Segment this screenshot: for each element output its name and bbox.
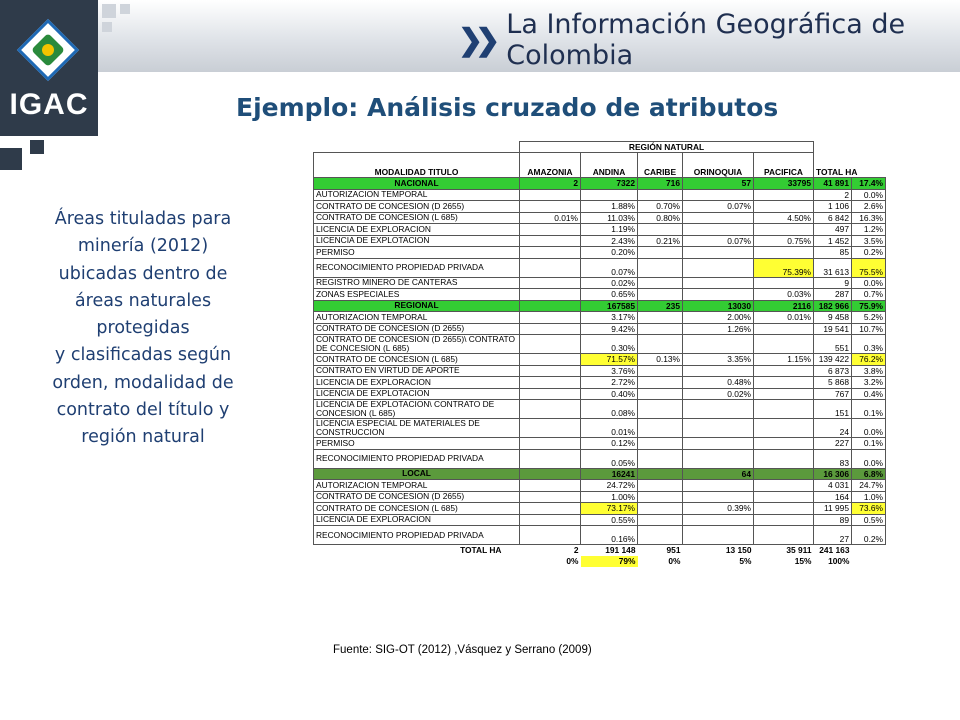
- region-cell: [638, 335, 683, 354]
- region-cell: [520, 247, 581, 259]
- table-row: [314, 178, 886, 190]
- totals-row: [314, 545, 886, 556]
- totals-value: 35 911: [786, 545, 812, 556]
- region-cell: 0.12%: [581, 438, 638, 450]
- region-cell: 2116: [754, 300, 814, 312]
- data-table: [313, 141, 886, 567]
- row-label: RECONOCIMIENTO PROPIEDAD PRIVADA: [314, 258, 520, 277]
- region-cell: [520, 400, 581, 419]
- region-cell: [520, 419, 581, 438]
- decorative-square: [0, 148, 22, 170]
- region-cell: [520, 189, 581, 201]
- total-pct-cell: 0.0%: [852, 449, 886, 468]
- table-row: [314, 335, 886, 354]
- region-cell: 2.00%: [683, 312, 754, 324]
- region-cell: 0.01%: [520, 212, 581, 224]
- region-cell: [520, 365, 581, 377]
- table-row: [314, 503, 886, 515]
- igac-logo: [0, 0, 98, 136]
- total-ha-cell: 27: [814, 526, 852, 545]
- total-pct-cell: 76.2%: [852, 354, 886, 366]
- row-label: NACIONAL: [314, 178, 520, 190]
- region-cell: 2: [520, 178, 581, 190]
- region-header: CARIBE: [638, 153, 683, 178]
- table-row: [314, 400, 886, 419]
- region-cell: 0.55%: [581, 514, 638, 526]
- region-cell: [520, 438, 581, 450]
- region-cell: [520, 354, 581, 366]
- row-label: LICENCIA DE EXPLORACION: [314, 514, 520, 526]
- total-pct-cell: 17.4%: [852, 178, 886, 190]
- total-pct-cell: 0.4%: [852, 388, 886, 400]
- region-cell: [754, 277, 814, 289]
- region-cell: [520, 514, 581, 526]
- region-cell: [638, 323, 683, 335]
- region-header: PACIFICA: [754, 153, 814, 178]
- region-cell: [638, 503, 683, 515]
- row-label: LICENCIA DE EXPLOTACION: [314, 235, 520, 247]
- total-pct-cell: 5.2%: [852, 312, 886, 324]
- region-cell: [754, 224, 814, 236]
- region-cell: [638, 224, 683, 236]
- decorative-square: [102, 4, 116, 18]
- region-cell: 0.02%: [683, 388, 754, 400]
- total-pct-cell: 0.2%: [852, 526, 886, 545]
- total-pct-cell: 0.7%: [852, 289, 886, 301]
- total-pct-cell: 2.6%: [852, 201, 886, 213]
- table-row: [314, 491, 886, 503]
- side-text-line: áreas naturales: [74, 290, 212, 311]
- region-cell: [520, 258, 581, 277]
- region-cell: [754, 388, 814, 400]
- total-ha-cell: 497: [814, 224, 852, 236]
- region-cell: [520, 289, 581, 301]
- region-cell: [683, 247, 754, 259]
- region-cell: [754, 514, 814, 526]
- total-ha-cell: 151: [814, 400, 852, 419]
- region-cell: [520, 377, 581, 389]
- logo-text: IGAC: [9, 88, 89, 121]
- slide-title: Ejemplo: Análisis cruzado de atributos: [236, 93, 779, 122]
- row-label: CONTRATO DE CONCESION (D 2655): [314, 201, 520, 213]
- side-text-line: contrato del título y: [56, 400, 230, 421]
- table-row: [314, 388, 886, 400]
- region-cell: 0.16%: [581, 526, 638, 545]
- region-cell: [638, 491, 683, 503]
- region-cell: [683, 189, 754, 201]
- region-cell: [683, 449, 754, 468]
- total-pct-cell: 0.0%: [852, 419, 886, 438]
- total-pct-cell: 75.9%: [852, 300, 886, 312]
- region-cell: [754, 503, 814, 515]
- total-ha-cell: 1 452: [814, 235, 852, 247]
- total-ha-cell: 6 873: [814, 365, 852, 377]
- region-cell: [683, 514, 754, 526]
- region-cell: 0.20%: [581, 247, 638, 259]
- table-row: [314, 514, 886, 526]
- row-label: CONTRATO DE CONCESION (L 685): [314, 212, 520, 224]
- region-cell: [754, 438, 814, 450]
- region-cell: [638, 480, 683, 492]
- region-cell: [683, 289, 754, 301]
- region-cell: 3.17%: [581, 312, 638, 324]
- row-label: LICENCIA ESPECIAL DE MATERIALES DE CONSTRUCCION: [314, 419, 520, 438]
- total-pct-cell: 0.1%: [852, 400, 886, 419]
- region-cell: [520, 323, 581, 335]
- region-cell: [638, 312, 683, 324]
- row-label: RECONOCIMIENTO PROPIEDAD PRIVADA: [314, 526, 520, 545]
- region-cell: [683, 526, 754, 545]
- region-cell: [520, 388, 581, 400]
- side-text-line: orden, modalidad de: [52, 372, 234, 393]
- total-pct-cell: 1.2%: [852, 224, 886, 236]
- region-group-header: REGIÓN NATURAL: [520, 142, 814, 153]
- region-cell: 57: [683, 178, 754, 190]
- region-cell: 167585: [581, 300, 638, 312]
- region-cell: 4.50%: [754, 212, 814, 224]
- total-pct-cell: 75.5%: [852, 258, 886, 277]
- region-cell: [638, 438, 683, 450]
- region-cell: 2.72%: [581, 377, 638, 389]
- region-cell: [520, 300, 581, 312]
- region-cell: [520, 224, 581, 236]
- total-ha-cell: 6 842: [814, 212, 852, 224]
- region-cell: [754, 377, 814, 389]
- totals-value: 13 150: [725, 545, 752, 556]
- region-cell: [638, 468, 683, 480]
- row-label: LICENCIA DE EXPLOTACION: [314, 388, 520, 400]
- modalidad-header: MODALIDAD TITULO: [314, 153, 520, 178]
- table-row: [314, 354, 886, 366]
- total-ha-cell: 24: [814, 419, 852, 438]
- region-cell: 9.42%: [581, 323, 638, 335]
- region-cell: [683, 438, 754, 450]
- region-cell: [638, 449, 683, 468]
- header-banner: [458, 9, 960, 71]
- row-label: REGISTRO MINERO DE CANTERAS: [314, 277, 520, 289]
- side-text-line: minería (2012): [77, 236, 209, 257]
- table-row: [314, 480, 886, 492]
- row-label: CONTRATO DE CONCESION (L 685): [314, 354, 520, 366]
- table-row: [314, 468, 886, 480]
- region-cell: [520, 312, 581, 324]
- table-row: [314, 449, 886, 468]
- region-cell: [638, 189, 683, 201]
- region-cell: [683, 212, 754, 224]
- region-cell: [638, 277, 683, 289]
- total-ha-cell: 139 422: [814, 354, 852, 366]
- total-ha-cell: 1 106: [814, 201, 852, 213]
- region-cell: 1.88%: [581, 201, 638, 213]
- region-cell: 73.17%: [581, 503, 638, 515]
- region-cell: 13030: [683, 300, 754, 312]
- row-label: PERMISO: [314, 247, 520, 259]
- table-row: [314, 300, 886, 312]
- region-cell: 0.39%: [683, 503, 754, 515]
- row-label: CONTRATO EN VIRTUD DE APORTE: [314, 365, 520, 377]
- region-cell: [754, 491, 814, 503]
- total-ha-cell: 164: [814, 491, 852, 503]
- region-cell: 0.40%: [581, 388, 638, 400]
- total-ha-cell: 41 891: [814, 178, 852, 190]
- table-row: [314, 201, 886, 213]
- total-ha-cell: 11 995: [814, 503, 852, 515]
- table-row: [314, 258, 886, 277]
- region-cell: [638, 289, 683, 301]
- region-cell: [754, 526, 814, 545]
- totals-pct: 5%: [739, 556, 752, 566]
- side-text-line: ubicadas dentro de: [58, 263, 228, 284]
- region-cell: 1.26%: [683, 323, 754, 335]
- total-pct-cell: 6.8%: [852, 468, 886, 480]
- region-cell: [754, 449, 814, 468]
- region-cell: 0.48%: [683, 377, 754, 389]
- region-cell: [638, 419, 683, 438]
- total-ha-cell: 85: [814, 247, 852, 259]
- row-label: PERMISO: [314, 438, 520, 450]
- totals-label: TOTAL HA: [460, 545, 502, 556]
- region-cell: [754, 335, 814, 354]
- region-cell: 0.02%: [581, 277, 638, 289]
- region-cell: [683, 224, 754, 236]
- total-ha-cell: 16 306: [814, 468, 852, 480]
- region-cell: 0.70%: [638, 201, 683, 213]
- region-cell: [638, 365, 683, 377]
- region-cell: [520, 503, 581, 515]
- grand-total: 241 163: [819, 545, 850, 556]
- row-label: CONTRATO DE CONCESION (D 2655): [314, 491, 520, 503]
- table-row: [314, 323, 886, 335]
- decorative-square: [102, 22, 112, 32]
- region-cell: [520, 526, 581, 545]
- region-cell: [683, 335, 754, 354]
- row-label: LOCAL: [314, 468, 520, 480]
- region-cell: [683, 258, 754, 277]
- logo-emblem-icon: [17, 19, 79, 81]
- region-cell: 64: [683, 468, 754, 480]
- region-cell: 75.39%: [754, 258, 814, 277]
- totals-value: 191 148: [605, 545, 636, 556]
- region-cell: 0.30%: [581, 335, 638, 354]
- side-text-line: región natural: [81, 427, 205, 448]
- region-cell: 0.65%: [581, 289, 638, 301]
- region-cell: [683, 400, 754, 419]
- region-cell: 1.15%: [754, 354, 814, 366]
- region-cell: [520, 480, 581, 492]
- region-cell: 0.21%: [638, 235, 683, 247]
- table-row: [314, 235, 886, 247]
- total-pct-cell: 0.5%: [852, 514, 886, 526]
- total-pct-cell: 10.7%: [852, 323, 886, 335]
- total-ha-cell: 31 613: [814, 258, 852, 277]
- region-cell: [683, 365, 754, 377]
- region-cell: 0.07%: [683, 201, 754, 213]
- region-cell: 3.76%: [581, 365, 638, 377]
- total-ha-cell: 83: [814, 449, 852, 468]
- region-cell: 235: [638, 300, 683, 312]
- side-description: [12, 206, 274, 452]
- region-cell: [520, 235, 581, 247]
- region-cell: 0.07%: [683, 235, 754, 247]
- side-text-line: y clasificadas según: [54, 345, 232, 366]
- region-cell: 3.35%: [683, 354, 754, 366]
- row-label: AUTORIZACION TEMPORAL: [314, 189, 520, 201]
- region-cell: [754, 468, 814, 480]
- region-cell: 0.05%: [581, 449, 638, 468]
- region-cell: 0.01%: [581, 419, 638, 438]
- region-cell: [638, 258, 683, 277]
- total-pct-cell: 0.1%: [852, 438, 886, 450]
- region-cell: [638, 400, 683, 419]
- region-cell: 33795: [754, 178, 814, 190]
- totals-pct: 79%: [581, 556, 638, 567]
- region-cell: 1.19%: [581, 224, 638, 236]
- region-header: ANDINA: [581, 153, 638, 178]
- region-cell: [638, 526, 683, 545]
- region-cell: [683, 419, 754, 438]
- table-row: [314, 289, 886, 301]
- row-label: RECONOCIMIENTO PROPIEDAD PRIVADA: [314, 449, 520, 468]
- total-pct-cell: 3.5%: [852, 235, 886, 247]
- side-text-line: Áreas tituladas para: [54, 209, 232, 229]
- region-cell: [754, 189, 814, 201]
- total-pct-cell: 3.8%: [852, 365, 886, 377]
- region-cell: [683, 277, 754, 289]
- region-header: AMAZONIA: [520, 153, 581, 178]
- totals-pct: 0%: [566, 556, 579, 566]
- total-ha-cell: 551: [814, 335, 852, 354]
- total-ha-cell: 4 031: [814, 480, 852, 492]
- total-ha-cell: 19 541: [814, 323, 852, 335]
- row-label: REGIONAL: [314, 300, 520, 312]
- table-row: [314, 377, 886, 389]
- row-label: CONTRATO DE CONCESION (L 685): [314, 503, 520, 515]
- row-label: AUTORIZACION TEMPORAL: [314, 312, 520, 324]
- region-cell: [754, 247, 814, 259]
- double-chevron-icon: ❯❯: [458, 23, 493, 57]
- region-cell: 16241: [581, 468, 638, 480]
- region-cell: [754, 201, 814, 213]
- region-cell: [520, 277, 581, 289]
- region-cell: [638, 247, 683, 259]
- total-ha-cell: 5 868: [814, 377, 852, 389]
- total-pct-cell: 24.7%: [852, 480, 886, 492]
- region-cell: [754, 419, 814, 438]
- region-cell: [520, 335, 581, 354]
- region-cell: [638, 388, 683, 400]
- total-ha-cell: 2: [814, 189, 852, 201]
- table-row: [314, 438, 886, 450]
- table-row: [314, 277, 886, 289]
- row-label: LICENCIA DE EXPLORACION: [314, 377, 520, 389]
- totals-pct-row: [314, 556, 886, 567]
- region-cell: [638, 514, 683, 526]
- source-note: Fuente: SIG-OT (2012) ,Vásquez y Serrano (2009): [333, 644, 592, 656]
- totals-pct: 0%: [668, 556, 681, 566]
- region-cell: [754, 323, 814, 335]
- region-cell: 0.13%: [638, 354, 683, 366]
- total-ha-cell: 287: [814, 289, 852, 301]
- region-cell: [520, 201, 581, 213]
- totals-pct: 15%: [794, 556, 812, 566]
- region-cell: [683, 480, 754, 492]
- total-ha-cell: 767: [814, 388, 852, 400]
- row-label: ZONAS ESPECIALES: [314, 289, 520, 301]
- decorative-square: [30, 140, 44, 154]
- total-pct-cell: 0.0%: [852, 277, 886, 289]
- total-ha-cell: 9: [814, 277, 852, 289]
- total-pct-cell: 0.3%: [852, 335, 886, 354]
- region-cell: 0.07%: [581, 258, 638, 277]
- region-cell: 716: [638, 178, 683, 190]
- row-label: LICENCIA DE EXPLOTACION\ CONTRATO DE CONCESION (L 685): [314, 400, 520, 419]
- total-ha-cell: 9 458: [814, 312, 852, 324]
- total-pct-cell: 73.6%: [852, 503, 886, 515]
- table-row: [314, 365, 886, 377]
- region-cell: 0.03%: [754, 289, 814, 301]
- table-row: [314, 419, 886, 438]
- region-cell: [754, 365, 814, 377]
- region-cell: [683, 491, 754, 503]
- total-pct-cell: 0.0%: [852, 189, 886, 201]
- region-cell: 71.57%: [581, 354, 638, 366]
- total-ha-cell: 89: [814, 514, 852, 526]
- grand-total-pct: 100%: [828, 556, 850, 566]
- region-cell: 0.75%: [754, 235, 814, 247]
- table-row: [314, 247, 886, 259]
- table-row: [314, 312, 886, 324]
- table-row: [314, 224, 886, 236]
- row-label: LICENCIA DE EXPLORACION: [314, 224, 520, 236]
- region-cell: 7322: [581, 178, 638, 190]
- table-row: [314, 189, 886, 201]
- region-cell: 0.01%: [754, 312, 814, 324]
- decorative-square: [120, 4, 130, 14]
- total-header: TOTAL HA: [816, 167, 858, 177]
- region-cell: 1.00%: [581, 491, 638, 503]
- total-pct-cell: 16.3%: [852, 212, 886, 224]
- side-text-line: protegidas: [96, 318, 190, 339]
- region-cell: [638, 377, 683, 389]
- table-row: [314, 212, 886, 224]
- row-label: CONTRATO DE CONCESION (D 2655)\ CONTRATO DE CONCESION (L 685): [314, 335, 520, 354]
- region-cell: 24.72%: [581, 480, 638, 492]
- totals-value: 2: [573, 545, 579, 556]
- region-cell: [754, 480, 814, 492]
- total-pct-cell: 3.2%: [852, 377, 886, 389]
- totals-value: 951: [666, 545, 681, 556]
- total-pct-cell: 0.2%: [852, 247, 886, 259]
- banner-text: La Información Geográfica de Colombia: [506, 9, 906, 71]
- region-cell: [520, 449, 581, 468]
- region-cell: 11.03%: [581, 212, 638, 224]
- region-cell: [581, 189, 638, 201]
- row-label: CONTRATO DE CONCESION (D 2655): [314, 323, 520, 335]
- region-cell: [520, 491, 581, 503]
- table-row: [314, 526, 886, 545]
- region-cell: [754, 400, 814, 419]
- total-pct-cell: 1.0%: [852, 491, 886, 503]
- region-header: ORINOQUIA: [683, 153, 754, 178]
- region-cell: 0.08%: [581, 400, 638, 419]
- row-label: AUTORIZACION TEMPORAL: [314, 480, 520, 492]
- region-cell: 0.80%: [638, 212, 683, 224]
- region-cell: 2.43%: [581, 235, 638, 247]
- total-ha-cell: 182 966: [814, 300, 852, 312]
- region-cell: [520, 468, 581, 480]
- total-ha-cell: 227: [814, 438, 852, 450]
